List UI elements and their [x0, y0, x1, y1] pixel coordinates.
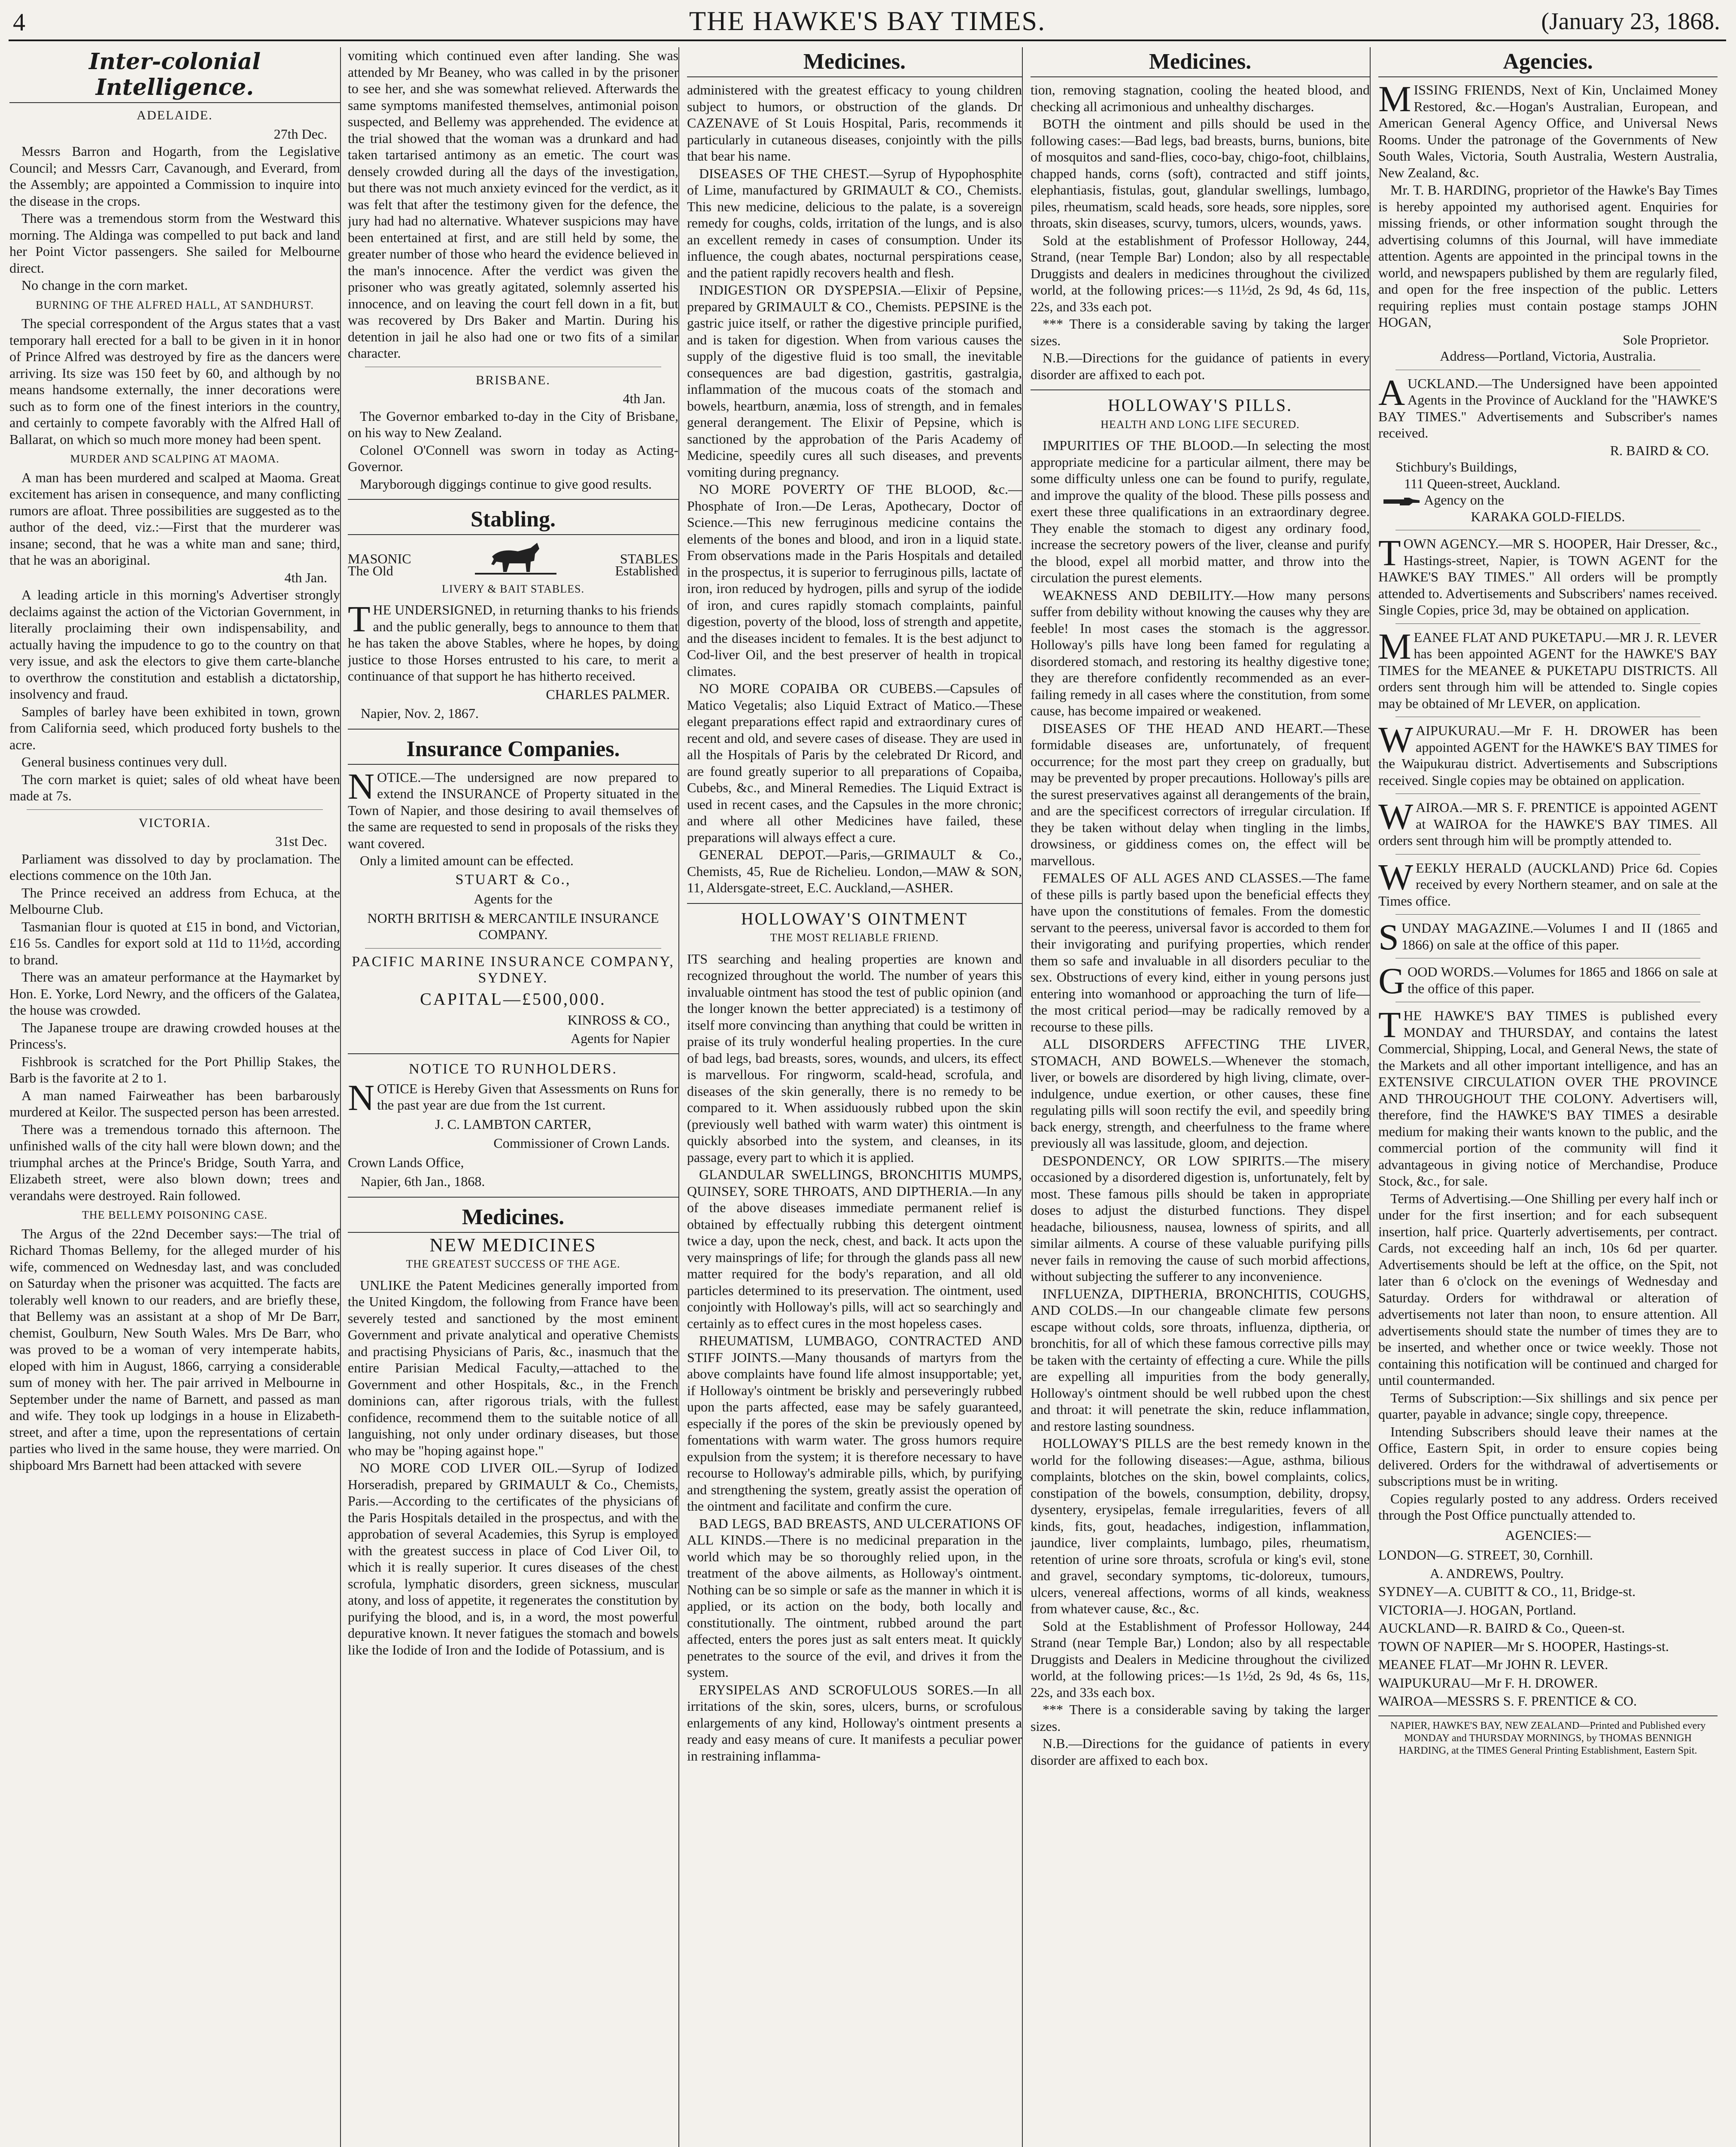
ad-hbt-info: THE HAWKE'S BAY TIMES is published every MONDAY and THURSDAY, and contains the latest Commercial, Shipping, Local, and General News, the state of the Markets and all other important intelligence, and has an EXTENSIVE CIRCULATION OVER THE PROVINCE AND THROUGHOUT THE COLONY. Advertisers will, therefore, find the HAWKE'S BAY TIMES a desirable medium for making their wants known to the public, and the commercial portion of the community will find it advantageous in giving notice of Merchandise, Produce Stock, &c., for sale.	[1378, 1004, 1718, 1189]
divider	[365, 948, 661, 949]
firm-name: STUART & Co.,	[455, 871, 571, 888]
ad-body: tion, removing stagnation, cooling the heated blood, and checking all acrimonious and unhealthy discharges.	[1031, 82, 1370, 114]
article-paragraph: Samples of barley have been exhibited in town, grown from California seed, which produced forty bushels to the acre.	[9, 703, 340, 752]
ad-good-words: GOOD WORDS.—Volumes for 1865 and 1866 on sale at the office of this paper.	[1378, 960, 1718, 1001]
ad-subtitle: HEALTH AND LONG LIFE SECURED.	[1101, 418, 1300, 431]
article-paragraph: The Governor embarked to-day in the City of Brisbane, on his way to New Zealand.	[348, 408, 678, 440]
article-paragraph: Fishbrook is scratched for the Port Phillip Stakes, the Barb is the favorite at 2 to 1.	[9, 1053, 340, 1086]
company-name: NORTH BRITISH & MERCANTILE INSURANCE COMPANY.	[367, 910, 659, 942]
ad-body: Copies regularly posted to any address. Orders received through the Post Office punctually attended to.	[1378, 1490, 1718, 1523]
ad-body: N.B.—Directions for the guidance of patients in every disorder are affixed to each box.	[1031, 1736, 1370, 1768]
place-victoria: VICTORIA.	[138, 815, 211, 830]
ad-body: Mr. T. B. HARDING, proprietor of the Hawke's Bay Times is hereby appointed my authorised agent. Enquiries for missing friends, or other information sought through the advertising columns of this Journal, will have immediate attention. Agents are appointed in the principal towns in the world, and newspapers published by them are regularly filed, and open for the free inspection of the public. Letters requiring replies must contain postage stamps JOHN HOGAN,	[1378, 182, 1718, 330]
ad-body: N.B.—Directions for the guidance of patients in every disorder are affixed to each pot.	[1031, 350, 1370, 382]
column-3	[687, 47, 1023, 2147]
article-paragraph: Messrs Barron and Hogarth, from the Legislative Council; and Messrs Carr, Cavanough, and Everard, from the Assembly; are appointed a Commission to inquire into the disease in the crops.	[9, 143, 340, 209]
newspaper-title: THE HAWKE'S BAY TIMES.	[689, 6, 1046, 36]
ad-body: *** There is a considerable saving by taking the larger sizes.	[1031, 1702, 1370, 1734]
masthead	[9, 5, 1726, 41]
article-paragraph: A man has been murdered and scalped at Maoma. Great excitement has arisen in consequence, and many conflicting rumors are afloat. Three possibilities are suggested as to the author of the deed, viz.:—First that the murderer was insane; second, that he was a white man and sane; third, that he was an aboriginal.	[9, 469, 340, 568]
ad-body: NOTICE is Hereby Given that Assessments on Runs for the past year are due from the 1st current.	[348, 1077, 678, 1118]
ad-body: Intending Subscribers should leave their names at the Office, Eastern Spit, in order to ensure copies being delivered. Orders for the withdrawal of advertisements or subscriptions must be in writing.	[1378, 1423, 1718, 1489]
section-stabling: Stabling.	[348, 507, 678, 535]
ad-signature: J. C. LAMBTON CARTER,	[435, 1116, 591, 1132]
article-paragraph: The Japanese troupe are drawing crowded houses at the Princess's.	[9, 1019, 340, 1052]
agency-item: SYDNEY—A. CUBITT & CO., 11, Bridge-st.	[1378, 1584, 1636, 1599]
divider	[1395, 854, 1700, 855]
ad-body: Sold at the establishment of Professor Holloway, 244, Strand, (near Temple Bar) London; also by all respectable Druggists and dealers in medicines throughout the civilized world, at the following prices:—s 11½d, 2s 9d, 4s 6d, 11s, 22s, and 33s each pot.	[1031, 232, 1370, 314]
column-5	[1378, 47, 1718, 2147]
section-agencies: Agencies.	[1378, 49, 1718, 77]
ad-body: *** There is a considerable saving by taking the larger sizes.	[1031, 316, 1370, 348]
stables-right-top: STABLES	[620, 550, 678, 566]
subhead-bellemy: THE BELLEMY POISONING CASE.	[82, 1209, 268, 1221]
divider	[1395, 623, 1700, 624]
column-4	[1031, 47, 1371, 2147]
agency-item: WAIROA—MESSRS S. F. PRENTICE & CO.	[1378, 1693, 1637, 1709]
article-paragraph: The Argus of the 22nd December says:—The trial of Richard Thomas Bellemy, for the alleged murder of his wife, commenced on Wednesday last, and was concluded on Saturday when the prisoner was acquitted. The facts are tolerably well known to our readers, and are briefly these, that Bellemy was an assistant at a shop of Mr De Barr, chemist, Goulburn, New South Wales. Mrs De Barr, who was proved to be a woman of very intemperate habits, eloped with him in August, 1866, carrying a considerable sum of money with her. The pair arrived in Melbourne in September under the name of Barnett, and passed as man and wife. They took up lodgings in a house in Elizabeth-street, and after a time, upon the representations of certain parties who lived in the same house, they were married. On shipboard Mrs Barnett had been attacked with severe	[9, 1226, 340, 1473]
ad-body: DESPONDENCY, OR LOW SPIRITS.—The misery occasioned by a disordered digestion is, unfortunately, felt by most. These famous pills should be taken in appropriate doses to adjust the disturbed functions. They dispel headache, biliousness, nausea, lowness of spirits, and all similar ailments. A course of these valuable purifying pills never fails in removing the cause of such morbid affections, without subjecting the sufferer to any inconvenience.	[1031, 1153, 1370, 1284]
stables-left-bottom: The Old	[348, 563, 393, 578]
issue-date: (January 23, 1868.	[1541, 8, 1720, 35]
article-paragraph: There was an amateur performance at the Haymarket by Hon. E. Yorke, Lord Newry, and the officers of the Galatea, the house was crowded.	[9, 969, 340, 1018]
dateline: 4th Jan.	[284, 569, 327, 585]
ad-body: FEMALES OF ALL AGES AND CLASSES.—The fame of these pills is partly based upon the beneficial effects they have upon the constitutions of females. From the domestic servant to the peeress, universal favor is accorded to them for their invigorating and purifying properties, which render them so safe and invaluable in all disorders peculiar to the sex. Obstructions of every kind, either in young persons just entering into womanhood or approaching the turn of life—the most critical period—may be radically removed by a recourse to these pills.	[1031, 870, 1370, 1034]
article-paragraph: Colonel O'Connell was sworn in today as Acting-Governor.	[348, 442, 678, 474]
agency-item: WAIPUKURAU—Mr F. H. DROWER.	[1378, 1675, 1598, 1691]
ad-insurance-notice	[348, 765, 678, 943]
stables-subtitle: LIVERY & BAIT STABLES.	[442, 582, 584, 595]
ad-body: DISEASES OF THE HEAD AND HEART.—These formidable diseases are, unfortunately, of frequent occurrence; for the most part they creep on gradually, but may be prevented by proper precautions. Holloway's pills are the surest preservatives against all derangements of the brain, and are the specificest correctors of irregular circulation. If they be taken without delay when tingling in the limbs, drowsiness, or giddiness comes on, the effect will be marvellous.	[1031, 720, 1370, 868]
ad-body: ALL DISORDERS AFFECTING THE LIVER, STOMACH, AND BOWELS.—Whenever the stomach, liver, or bowels are disordered by high living, climate, over-indulgence, undue exertion, or other causes, these fine regulating pills will soon rectify the evil, and speedily bring back energy, strength, and cheerfulness to the frame where previously all was lassitude, gloom, and dejection.	[1031, 1036, 1370, 1151]
agency-item: VICTORIA—J. HOGAN, Portland.	[1378, 1602, 1576, 1618]
place-brisbane: BRISBANE.	[476, 373, 550, 387]
stables-left-top: MASONIC	[348, 550, 411, 566]
ad-title: NEW MEDICINES	[429, 1234, 597, 1256]
ad-address: Address—Portland, Victoria, Australia.	[1440, 348, 1656, 364]
ad-auckland: AUCKLAND.—The Undersigned have been appointed Agents in the Province of Auckland for the "HAWKE'S BAY TIMES." Advertisements and Subscriber's names received.	[1378, 371, 1718, 441]
article-paragraph: No change in the corn market.	[21, 277, 188, 293]
pacific-agent-sub: Agents for Napier	[570, 1030, 670, 1046]
section-medicines: Medicines.	[687, 49, 1022, 77]
ad-body: administered with the greatest efficacy to young children subject to humors, or obstruction of the glands. Dr CAZENAVE of St Louis Hospital, Paris, recommends it particularly in cutaneous diseases, conjointly with the pills that bear his name.	[687, 82, 1022, 164]
ad-body: Only a limited amount can be effected.	[360, 853, 574, 868]
pacific-capital: CAPITAL—£500,000.	[420, 989, 606, 1009]
ad-office: Crown Lands Office,	[348, 1154, 464, 1170]
ad-body: HOLLOWAY'S PILLS are the best remedy known in the world for the following diseases:—Ague, asthma, bilious complaints, blotches on the skin, bowel complaints, colics, constipation of the bowels, consumption, debility, dropsy, dysentery, erysipelas, female irregularities, fevers of all kinds, fits, gout, headaches, indigestion, inflammation, jaundice, liver complaints, lumbago, piles, rheumatism, retention of urine sore throats, scrofula or king's evil, stone and gravel, secondary symptoms, tic-doloreux, tumours, ulcers, venereal affections, worms of all kinds, weakness from whatever cause, &c., &c.	[1031, 1435, 1370, 1616]
agency-item: A. ANDREWS, Poultry.	[1430, 1565, 1564, 1581]
ad-body: WEAKNESS AND DEBILITY.—How many persons suffer from debility without knowing the causes why they are feeble! In most cases the stomach is the aggressor. Holloway's pills have long been famed for regulating a disordered stomach, and restoring its healthy digestive tone; they are therefore confidently recommended as an ever-failing remedy in all cases where the constitution, from some cause, has become impaired or weakened.	[1031, 587, 1370, 718]
divider	[348, 499, 678, 500]
dateline: 27th Dec.	[274, 126, 327, 142]
divider	[348, 1053, 678, 1054]
article-paragraph: Parliament was dissolved to day by proclamation. The elections commence on the 10th Jan.	[9, 851, 340, 883]
article-paragraph: The corn market is quiet; sales of old wheat have been made at 7s.	[9, 771, 340, 803]
pacific-title: PACIFIC MARINE INSURANCE COMPANY, SYDNEY.	[352, 953, 675, 986]
ad-body: BAD LEGS, BAD BREASTS, AND ULCERATIONS OF ALL KINDS.—There is no medicinal preparation in the world which may be so thoroughly relied upon, in the treatment of the above ailments, as Holloway's ointment. Nothing can be so simple or safe as the manner in which it is applied, or its action on the body, both locally and constitutionally. The ointment, rubbed around the part affected, enters the pores just as salt enters meat. It quickly penetrates to the source of the evil, and drives it from the system.	[687, 1515, 1022, 1680]
ad-weekly-herald: WEEKLY HERALD (AUCKLAND) Price 6d. Copies received by every Northern steamer, and on sale at the Times office.	[1378, 856, 1718, 909]
ad-sunday-magazine: SUNDAY MAGAZINE.—Volumes I and II (1865 and 1866) on sale at the office of this paper.	[1378, 916, 1718, 958]
article-paragraph: vomiting which continued even after landing. She was attended by Mr Beaney, who was called in by the prisoner to see her, and she was somewhat relieved. Afterwards the same symptoms manifested themselves, antimonial poison suspected, and Bellemy was apprehended. The evidence at the trial showed that the woman was a drunkard and had taken tartarised antimony as an emetic. The court was densely crowded during all the days of the investigation, but there was not much anxiety evinced for the verdict, as it was felt that after the testimony given for the defence, the jury had had no alternative. Whatever suspicions may have been entertained at first, and are still held by some, the greater number of those who heard the evidence believed in the man's innocence. After the verdict was given the prisoner who was greatly agitated, solemnly asserted his innocence, and on leaving the court fell down in a fit, but was recovered by Drs Baker and Martin. During his detention in jail he also had one or two fits of a similar character.	[348, 48, 678, 361]
ad-runholders	[348, 1061, 678, 1190]
column-2	[348, 47, 679, 2147]
agencies-list	[1378, 1547, 1718, 1709]
divider	[687, 903, 1022, 904]
section-insurance: Insurance Companies.	[348, 736, 678, 765]
agency-item: AUCKLAND—R. BAIRD & Co., Queen-st.	[1378, 1620, 1625, 1636]
ad-subtitle: THE MOST RELIABLE FRIEND.	[770, 931, 939, 944]
karaka-label: Agency on the	[1424, 492, 1504, 508]
pacific-agent: KINROSS & CO.,	[567, 1012, 670, 1028]
article-paragraph: A man named Fairweather has been barbarously murdered at Keilor. The suspected person has been arrested.	[9, 1087, 340, 1119]
ad-body: NO MORE COD LIVER OIL.—Syrup of Iodized Horseradish, prepared by GRIMAULT & Co., Chemists, Paris.—According to the certificates of the physicians of the Paris Hospitals detailed in the prospectus, and with the approbation of several Academies, this Syrup is employed with the greatest success in place of Cod Liver Oil, to which it is really superior. It cures diseases of the chest scrofula, lymphatic disorders, green sickness, muscular atony, and loss of appetite, it regenerates the constitution by purifying the blood, and is, in a word, the most powerful depurative known. It never fatigues the stomach and bowels like the Iodide of Iron and the Iodide of Potassium, and is	[348, 1460, 678, 1657]
article-paragraph: The special correspondent of the Argus states that a vast temporary hall erected for a ball to be given in it in honor of Prince Alfred was destroyed by fire as the dancers were arriving. Its size was 150 feet by 60, and although by no means handsome externally, the inner decorations were such as to form one of the finest interiors in the country, and certainly to compete favorably with the Alfred Hall of Ballarat, on which so much more money had been spent.	[9, 316, 340, 447]
ad-body: Terms of Subscription:—Six shillings and six pence per quarter, payable in advance; single copy, threepence.	[1378, 1390, 1718, 1422]
agents-for: Agents for the	[474, 891, 553, 906]
ad-body: NO MORE COPAIBA OR CUBEBS.—Capsules of Matico Vegetalis; also Liquid Extract of Matico.—These elegant preparations effect rapid and extraordinary cures of recent and old, and severe cases of disease. They are used in all the Hospitals of Paris by the celebrated Dr Ricord, and are found greatly superior to all preparations of Copaiba, Cubebs, &c., and Mineral Remedies. The Liquid Extract is used in recent cases, and the Capsules in the more chronic; and where all other Medicines have failed, these preparations will always effect a cure.	[687, 681, 1022, 845]
article-paragraph: General business continues very dull.	[21, 754, 227, 769]
ad-wairoa: WAIROA.—MR S. F. PRENTICE is appointed AGENT at WAIROA for the HAWKE'S BAY TIMES. All orders sent through him will be promptly attended to.	[1378, 796, 1718, 848]
ad-body: NOTICE.—The undersigned are now prepared to extend the INSURANCE of Property situated in the Town of Napier, and those desiring to avail themselves of the same are requested to send in proposals of the risks they want covered.	[348, 765, 678, 851]
subhead-murder: MURDER AND SCALPING AT MAOMA.	[70, 453, 280, 465]
ad-town-agency: TOWN AGENCY.—MR S. HOOPER, Hair Dresser, &c., Hastings-street, Napier, is TOWN AGENT for the HAWKE'S BAY TIMES." All orders will be promptly attended to. Advertisements and Subscribers' names received. Single Copies, price 3d, may be obtained on application.	[1378, 532, 1718, 617]
runholders-title: NOTICE TO RUNHOLDERS.	[409, 1061, 617, 1077]
section-medicines: Medicines.	[1031, 49, 1370, 77]
article-paragraph: Tasmanian flour is quoted at £15 in bond, and Victorian, £16 5s. Candles for export sold at 11d to 11½d, according to brand.	[9, 918, 340, 967]
ad-body: UNLIKE the Patent Medicines generally imported from the United Kingdom, the following from France have been severely tested and sanctioned by the most eminent Government and private analytical and operative Chemists and practising Physicians of Paris, &c., inasmuch that the entire Parisian Medical Faculty,—attached to the Government and other Hospitals, &c., in the French dominions can, after rigorous trials, with the fullest confidence, recommend them to the suitable notice of all languishing, not only under ordinary diseases, but those who may be "hoping against hope."	[348, 1277, 678, 1458]
page-number: 4	[13, 8, 25, 36]
agency-item: TOWN OF NAPIER—Mr S. HOOPER, Hastings-st.	[1378, 1638, 1669, 1654]
article-paragraph: There was a tremendous tornado this afternoon. The unfinished walls of the city hall were blown down; and the triumphal arches at the Prince's Bridge, South Yarra, and Elizabeth street, were also blown down; trees and verandahs were destroyed. Rain followed.	[9, 1121, 340, 1203]
ad-body: GENERAL DEPOT.—Paris,—GRIMAULT & Co., Chemists, 45, Rue de Richelieu. London,—MAW & SON, 11, Aldersgate-street, E.C. Auckland,—ASHER.	[687, 847, 1022, 895]
place-adelaide: ADELAIDE.	[137, 108, 213, 122]
ad-body: DISEASES OF THE CHEST.—Syrup of Hypophosphite of Lime, manufactured by GRIMAULT & CO., Chemists. This new medicine, delicious to the palate, is a sovereign remedy for coughs, colds, irritation of the lungs, and is also an excellent remedy in cases of consumption. Under its influence, the cough abates, nocturnal perspirations cease, and the patient rapidly recovers health and flesh.	[687, 165, 1022, 280]
ad-waipukurau: WAIPUKURAU.—Mr F. H. DROWER has been appointed AGENT for the HAWKE'S BAY TIMES for the Waipukurau district. Advertisements and Subscriptions received. Single copies may be obtained on application.	[1378, 719, 1718, 788]
pointing-hand-icon	[1383, 495, 1421, 508]
divider	[1031, 389, 1370, 390]
ad-signature: CHARLES PALMER.	[546, 686, 670, 702]
article-paragraph: Maryborough diggings continue to give good results.	[360, 476, 652, 492]
karaka-goldfields: KARAKA GOLD-FIELDS.	[1471, 508, 1625, 524]
printer-imprint: NAPIER, HAWKE'S BAY, NEW ZEALAND—Printed and Published every MONDAY and THURSDAY MORNINGS, by THOMAS BENNIGH HARDING, at the TIMES General Printing Establishment, Eastern Spit.	[1378, 1715, 1718, 1757]
ad-body: RHEUMATISM, LUMBAGO, CONTRACTED AND STIFF JOINTS.—Many thousands of martyrs from the above complaints have found life almost insupportable; yet, if Holloway's ointment be briskly and perseveringly rubbed upon the parts affected, ease may be safely guaranteed, especially if the pores of the skin be previously opened by fomentations with warm water. The gross humors require expulsion from the system; it is therefore necessary to have recourse to Holloway's admirable pills, which, by purifying and strengthening the system, greatly assist the operation of the ointment and facilitate and confirm the cure.	[687, 1333, 1022, 1514]
ad-body: INDIGESTION OR DYSPEPSIA.—Elixir of Pepsine, prepared by GRIMAULT & CO., Chemists. PEPSINE is the gastric juice itself, or rather the digestive principle purified, and is taken for digestion. When from various causes the supply of the digestive fluid is too small, the inevitable consequences are bad digestion, gastritis, gastralgia, inflammation of the mucous coats of the stomach and bowels, heartburn, anæmia, loss of strength, and in females general derangement. The Elixir of Pepsine, which is sanctioned by the approbation of the Paris Academy of Medicine, speedily cures all such diseases, and prevents vomiting during pregnancy.	[687, 282, 1022, 480]
section-intercolonial: Inter-colonial Intelligence.	[9, 49, 340, 103]
ad-body: Sold at the Establishment of Professor Holloway, 244 Strand (near Temple Bar,) London; also by all respectable Druggists and Dealers in Medicine throughout the civilized world, at the following prices:—1s 1½d, 2s 9d, 4s 6s, 11s, 22s, and 33s each box.	[1031, 1618, 1370, 1700]
ad-body: INFLUENZA, DIPTHERIA, BRONCHITIS, COUGHS, AND COLDS.—In our changeable climate few persons escape without colds, sore throats, influenza, diptheria, or bronchitis, for all of which these famous corrective pills may be taken with the certainty of effecting a cure. While the pills are expelling all impurities from the body generally, Holloway's ointment should be well rubbed upon the chest and throat: it will penetrate the skin, reduce inflammation, and restore lasting soundness.	[1031, 1286, 1370, 1434]
ad-subtitle: THE GREATEST SUCCESS OF THE AGE.	[406, 1258, 620, 1270]
dateline: 31st Dec.	[275, 833, 327, 849]
ad-meanee: MEANEE FLAT AND PUKETAPU.—MR J. R. LEVER has been appointed AGENT for the HAWKE'S BAY TIMES for the MEANEE & PUKETAPU DISTRICTS. All orders sent through him will be attended to. Single copies may be obtained of Mr LEVER, on application.	[1378, 625, 1718, 711]
article-paragraph: The Prince received an address from Echuca, at the Melbourne Club.	[9, 885, 340, 917]
ad-masonic-stables	[348, 539, 678, 722]
divider	[348, 729, 678, 730]
ad-address: 111 Queen-street, Auckland.	[1404, 475, 1560, 491]
divider	[1395, 914, 1700, 915]
article-paragraph: A leading article in this morning's Advertiser strongly declaims against the action of the Victorian Government, in literally proclaiming their own indispensability, and actually having the impudence to go to the country on that very issue, and ask the electors to give them carte-blanche to overthrow the constitution and establish a dictatorship, insolvency and fraud.	[9, 587, 340, 702]
ad-office-date: Napier, 6th Jan., 1868.	[361, 1174, 485, 1189]
ad-holloway-pills	[1031, 397, 1370, 1768]
divider	[27, 809, 323, 810]
ad-new-medicines	[348, 1234, 678, 1658]
stables-right-bottom: Established	[615, 563, 678, 578]
agency-item: MEANEE FLAT—Mr JOHN R. LEVER.	[1378, 1657, 1608, 1672]
dateline: 4th Jan.	[623, 391, 666, 406]
ad-body: Terms of Advertising.—One Shilling per every half inch or under for the first insertion; and for each subsequent insertion, half price. Quarterly advertisements, per contract. Cards, not exceeding half an inch, 10s 6d per quarter. Advertisements should be left at the office, on the Spit, not later than 6 o'clock on the evenings of Wednesday and Saturday. Orders for withdrawal or alteration of advertisements not later than noon, to ensure attention. All advertisements should state the number of times they are to be inserted, and whether once or twice weekly. Those not containing this notification will be continued and charged for until countermanded.	[1378, 1190, 1718, 1388]
agencies-heading: AGENCIES:—	[1505, 1527, 1591, 1543]
ad-missing-friends: MISSING FRIENDS, Next of Kin, Unclaimed Money Restored, &c.—Hogan's Australian, European, and American General Agency Office, and Universal News Rooms. Under the patronage of the Governments of New South Wales, Victoria, South Australia, Western Australia, New Zealand, &c.	[1378, 78, 1718, 180]
ad-signature-title: Commissioner of Crown Lands.	[493, 1135, 670, 1151]
ad-body: ERYSIPELAS AND SCROFULOUS SORES.—In all irritations of the skin, sores, ulcers, burns, or scrofulous enlargements of any kind, Holloway's ointment presents a ready and easy means of cure. It manifests a peculiar power in restraining inflamma-	[687, 1682, 1022, 1764]
horse-icon	[475, 539, 556, 578]
divider	[348, 1197, 678, 1198]
ad-body: GLANDULAR SWELLINGS, BRONCHITIS MUMPS, QUINSEY, SORE THROATS, AND DIPTHERIA.—In any of the above diseases immediate permanent relief is obtained by effectually rubbing this detergent ointment twice a day, upon the neck, chest, and back. It acts upon the very mainsprings of life; for through the glands pass all new matter required for the body's reparation, and all old particles determined to its preservation. The ointment, used conjointly with Holloway's pills, will act so searchingly and certainly as to effect cures in the most hopeless cases.	[687, 1167, 1022, 1331]
ad-address: Stichbury's Buildings,	[1395, 459, 1517, 474]
ad-place: Napier, Nov. 2, 1867.	[361, 706, 479, 721]
ad-body: NO MORE POVERTY OF THE BLOOD, &c.—Phosphate of Iron.—De Leras, Apothecary, Doctor of Science.—This new ferruginous medicine contains the elements of the bones and blood, and iron in a liquid state. From observations made in the Paris Hospitals and detailed in the prospectus, it is superior to ferruginous pills, lactate of iron, iron reduced by hydrogen, pills and syrup of the iodide of iron, and cures rapidly stomach complaints, painful digestion, poverty of the blood, loss of strength and appetite, and the diseases incident to females. It is the best adjunct to Cod-liver Oil, and the best preserver of health in tropical climates.	[687, 481, 1022, 679]
ad-body: BOTH the ointment and pills should be used in the following cases:—Bad legs, bad breasts, burns, bunions, bite of mosquitos and sand-flies, coco-bay, chigo-foot, chilblains, chapped hands, corns (soft), contracted and stiff joints, elephantiasis, fistulas, gout, glandular swellings, lumbago, piles, rheumatism, scald heads, sore heads, sore nipples, sore throats, skin diseases, scurvy, tumors, ulcers, wounds, yaws.	[1031, 116, 1370, 231]
section-medicines: Medicines.	[348, 1204, 678, 1233]
ad-pacific-marine	[348, 954, 678, 1047]
ad-body: IMPURITIES OF THE BLOOD.—In selecting the most appropriate medicine for a particular ailment, there may be some difficulty unless one can be found to purify, regulate, and improve the quality of the blood. These pills possess and exert these three qualifications in an extraordinary degree. They enable the stomach to digest any ordinary food, increase the secretory powers of the liver, cleanse and purify the blood, expel all morbid matter, and throw into the circulation the purest elements.	[1031, 438, 1370, 585]
ad-title: HOLLOWAY'S OINTMENT	[741, 909, 968, 928]
ad-holloway-ointment	[687, 911, 1022, 1764]
ad-signature: Sole Proprietor.	[1623, 331, 1709, 347]
ad-body: THE UNDERSIGNED, in returning thanks to his friends and the public generally, begs to announce to them that he has taken the above Stables, where he hopes, by doing justice to those Horses entrusted to his care, to merit a continuance of that support he has hitherto received.	[348, 598, 678, 684]
ad-body: ITS searching and healing properties are known and recognized throughout the world. The number of years this invaluable ointment has stood the test of public opinion (and the longer known the better appreciated) is a testimony of itself more convincing than anything that could be written in praise of its truly wonderful healing properties. In the cure of bad legs, bad breasts, sores, wounds, and ulcers, its effect is marvellous. For ringworm, scald-head, scrofula, and diseases of the skin generally, there is no remedy to be compared to it. When assiduously rubbed upon the skin (previously well bathed with warm water) this ointment is quickly absorbed into the system, and cleanses, in its passage, every part to which it is applied.	[687, 951, 1022, 1165]
karaka-line	[1378, 492, 1718, 508]
subhead-burning: BURNING OF THE ALFRED HALL, AT SANDHURST.	[36, 298, 314, 311]
agency-item: LONDON—G. STREET, 30, Cornhill.	[1378, 1547, 1593, 1563]
ad-title: HOLLOWAY'S PILLS.	[1107, 395, 1293, 415]
column-1	[9, 47, 341, 2147]
article-paragraph: There was a tremendous storm from the Westward this morning. The Aldinga was compelled to put back and land her Point Victor passengers. She sailed for Melbourne direct.	[9, 210, 340, 276]
ad-signature: R. BAIRD & CO.	[1610, 442, 1709, 458]
